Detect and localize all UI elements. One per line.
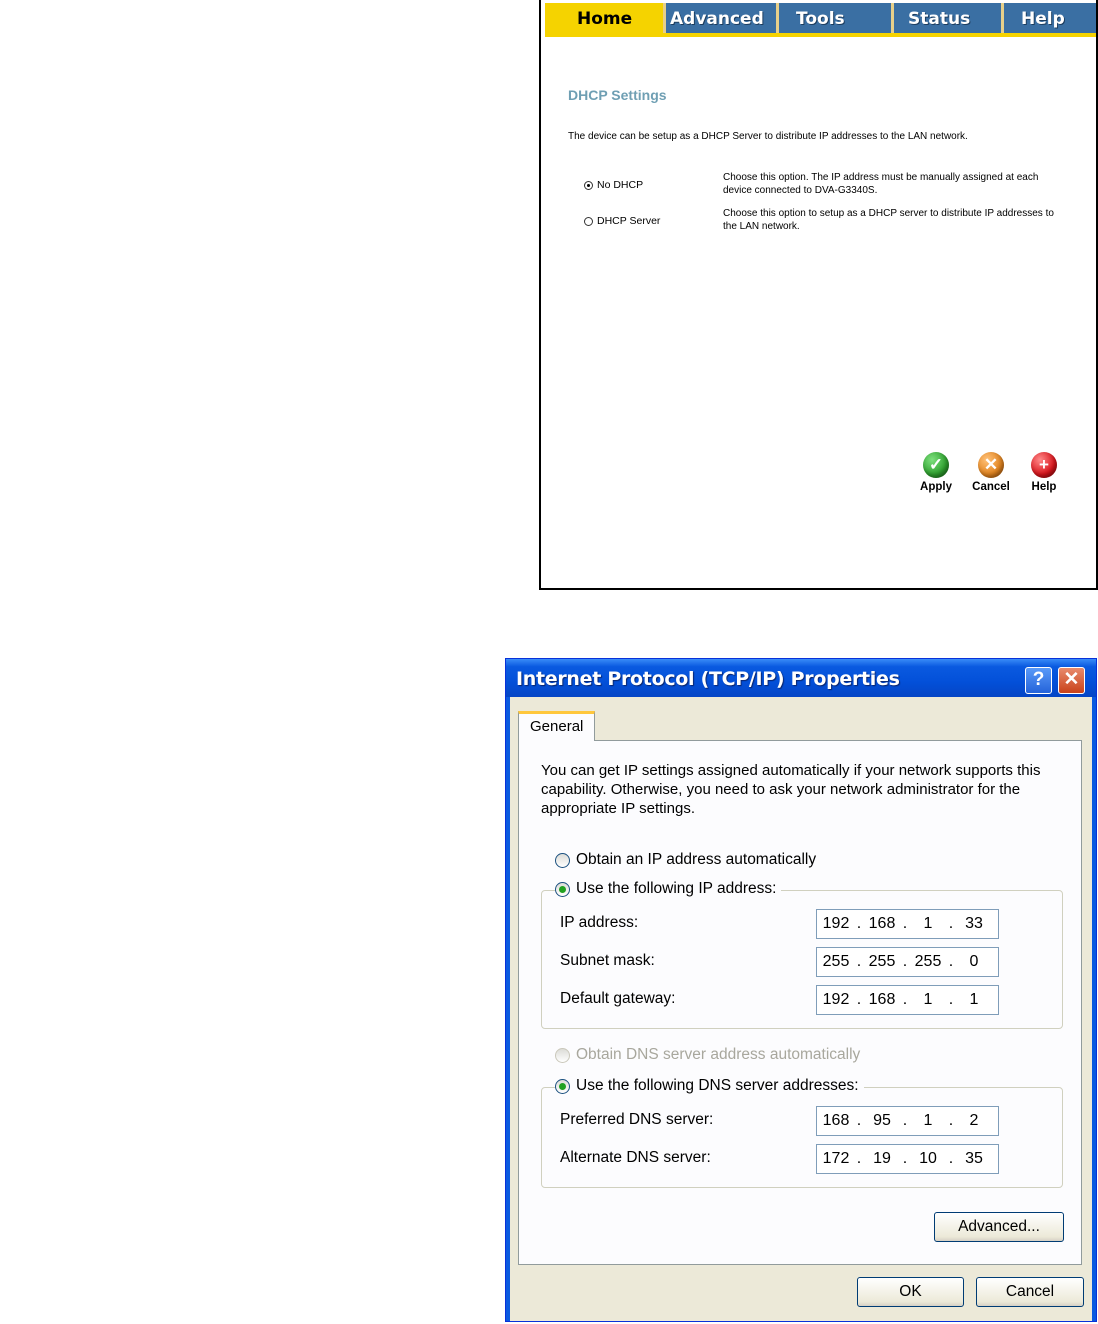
octet-separator: .	[948, 991, 954, 1008]
use-following-dns-label: Use the following DNS server addresses:	[576, 1077, 859, 1094]
tab-status[interactable]: Status	[894, 3, 1001, 33]
obtain-ip-auto-label: Obtain an IP address automatically	[576, 851, 817, 868]
ip-address-field[interactable]	[816, 909, 999, 939]
nav-underline	[545, 33, 1096, 37]
octet-separator: .	[856, 915, 862, 932]
tab-home[interactable]: Home	[545, 3, 663, 33]
octet: 168	[868, 915, 896, 932]
preferred-dns-field[interactable]	[816, 1106, 999, 1136]
cancel-label: Cancel	[972, 481, 1010, 493]
octet-separator: .	[902, 1112, 908, 1129]
cancel-x-icon: ✕	[978, 452, 1004, 478]
alternate-dns-field[interactable]	[816, 1144, 999, 1174]
octet: 168	[822, 1112, 850, 1129]
preferred-dns-label: Preferred DNS server:	[560, 1111, 714, 1128]
no-dhcp-description: Choose this option. The IP address must be manually assigned at each device connected to DVA-G3340S.	[723, 172, 1039, 196]
subnet-mask-field[interactable]	[816, 947, 999, 977]
page-title: DHCP Settings	[568, 87, 667, 103]
use-following-ip-label: Use the following IP address:	[576, 880, 777, 897]
no-dhcp-label: No DHCP	[597, 179, 644, 191]
octet-separator: .	[902, 953, 908, 970]
general-tab-panel	[518, 740, 1082, 1265]
tab-tools[interactable]: Tools	[779, 3, 891, 33]
octet: 192	[822, 915, 850, 932]
obtain-dns-auto-option	[555, 1046, 865, 1064]
dhcp-server-label: DHCP Server	[597, 215, 661, 227]
window-border-right	[1092, 697, 1096, 1321]
close-icon[interactable]: ✕	[1058, 667, 1085, 694]
router-config-panel	[539, 0, 1098, 590]
octet-separator: .	[948, 1150, 954, 1167]
octet: 1	[923, 915, 933, 932]
octet: 1	[923, 991, 933, 1008]
tab-help[interactable]: Help	[1004, 3, 1096, 33]
tab-general[interactable]: General	[518, 711, 595, 741]
octet-separator: .	[948, 1112, 954, 1129]
advanced-button[interactable]: Advanced...	[934, 1212, 1064, 1242]
octet: 33	[965, 915, 983, 932]
page-description: The device can be setup as a DHCP Server to distribute IP addresses to the LAN network.	[568, 131, 968, 142]
octet-separator: .	[902, 915, 908, 932]
help-label: Help	[1031, 481, 1057, 493]
help-icon[interactable]: ?	[1025, 667, 1052, 694]
plus-icon: +	[1031, 452, 1057, 478]
use-following-ip-radio[interactable]	[555, 882, 570, 897]
default-gateway-label: Default gateway:	[560, 990, 676, 1007]
dhcp-server-description: Choose this option to setup as a DHCP server to distribute IP addresses to the LAN network.	[723, 208, 1054, 232]
octet: 192	[822, 991, 850, 1008]
dialog-title: Internet Protocol (TCP/IP) Properties	[516, 668, 900, 690]
alternate-dns-label: Alternate DNS server:	[560, 1149, 711, 1166]
octet-separator: .	[856, 953, 862, 970]
use-following-dns-option[interactable]	[555, 1077, 864, 1095]
octet: 255	[868, 953, 896, 970]
octet: 255	[914, 953, 942, 970]
use-following-dns-radio[interactable]	[555, 1079, 570, 1094]
octet-separator: .	[902, 991, 908, 1008]
ip-address-label: IP address:	[560, 914, 639, 931]
octet: 168	[868, 991, 896, 1008]
octet: 19	[873, 1150, 891, 1167]
apply-button[interactable]	[915, 452, 957, 493]
octet: 10	[919, 1150, 937, 1167]
cancel-button[interactable]	[968, 452, 1014, 493]
dhcp-server-option[interactable]	[584, 215, 660, 227]
router-nav-bar	[545, 3, 1096, 37]
default-gateway-field[interactable]	[816, 985, 999, 1015]
octet-separator: .	[902, 1150, 908, 1167]
tcpip-properties-dialog	[505, 658, 1097, 1322]
no-dhcp-option[interactable]	[584, 179, 643, 191]
octet-separator: .	[948, 915, 954, 932]
octet: 1	[923, 1112, 933, 1129]
octet: 1	[969, 991, 979, 1008]
obtain-dns-auto-label: Obtain DNS server address automatically	[576, 1046, 861, 1063]
tab-advanced[interactable]: Advanced	[666, 3, 776, 33]
octet: 172	[822, 1150, 850, 1167]
octet: 0	[969, 953, 979, 970]
use-following-ip-option[interactable]	[555, 880, 781, 898]
help-button[interactable]	[1025, 452, 1063, 493]
octet-separator: .	[948, 953, 954, 970]
dhcp-server-radio[interactable]	[584, 217, 593, 226]
intro-text: You can get IP settings assigned automatically if your network supports this capability. Otherwise, you need to ask your network administrator for the appropriate IP settings.	[541, 762, 1041, 817]
octet: 95	[873, 1112, 891, 1129]
subnet-mask-label: Subnet mask:	[560, 952, 655, 969]
window-border-left	[506, 697, 510, 1321]
ok-button[interactable]: OK	[857, 1277, 964, 1307]
octet-separator: .	[856, 1150, 862, 1167]
check-icon: ✓	[923, 452, 949, 478]
no-dhcp-radio[interactable]	[584, 181, 593, 190]
obtain-ip-auto-radio[interactable]	[555, 853, 570, 868]
cancel-dialog-button[interactable]: Cancel	[976, 1277, 1084, 1307]
apply-label: Apply	[920, 481, 952, 493]
obtain-dns-auto-radio	[555, 1048, 570, 1063]
octet: 255	[822, 953, 850, 970]
obtain-ip-auto-option[interactable]	[555, 851, 821, 869]
dialog-titlebar[interactable]	[506, 659, 1096, 697]
octet: 35	[965, 1150, 983, 1167]
octet: 2	[969, 1112, 979, 1129]
octet-separator: .	[856, 1112, 862, 1129]
octet-separator: .	[856, 991, 862, 1008]
